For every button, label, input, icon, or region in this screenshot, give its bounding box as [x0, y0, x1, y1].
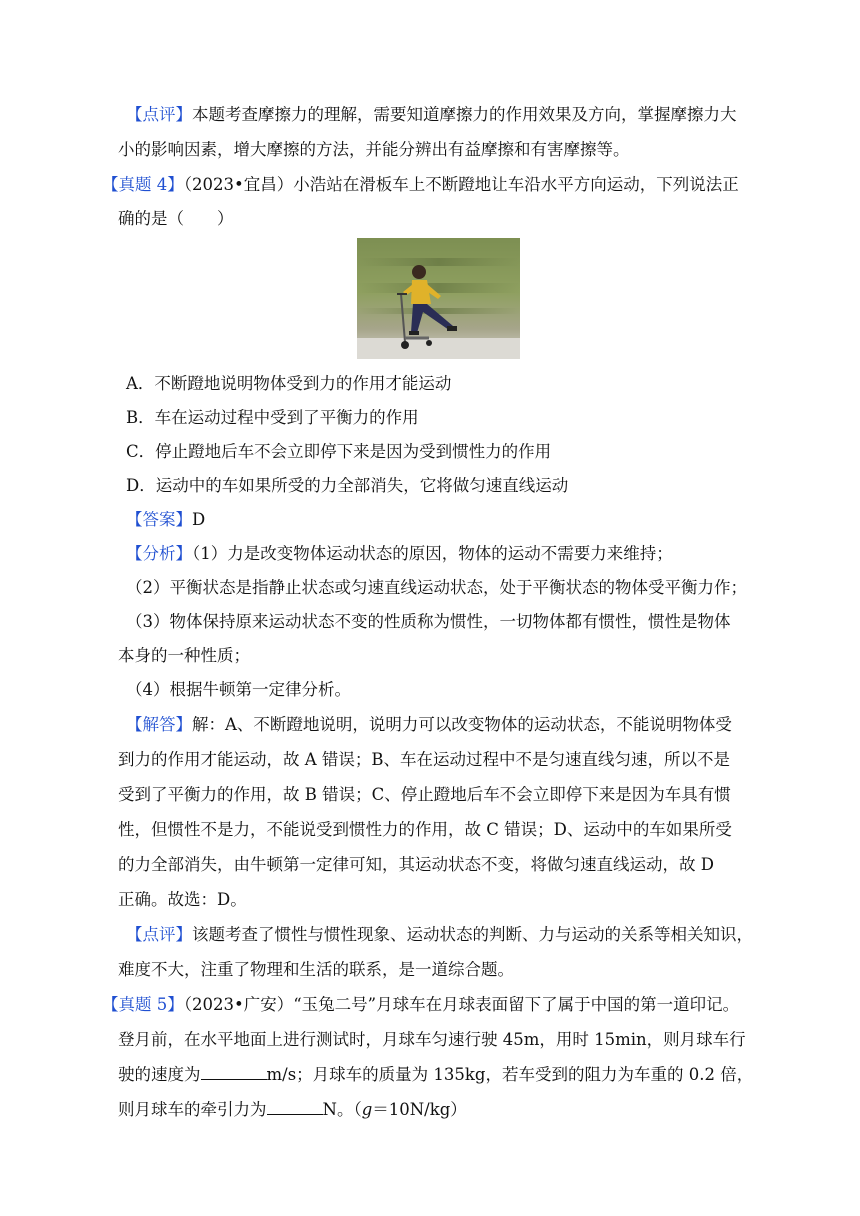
analysis-text-1: （1）力是改变物体运动状态的原因，物体的运动不需要力来维持；	[192, 544, 673, 563]
question-4-line-1	[102, 173, 739, 197]
solution-line-5: 的力全部消失，由牛顿第一定律可知，其运动状态不变，将做匀速直线运动，故 D	[118, 855, 714, 874]
question-5-line-1	[102, 993, 739, 1017]
solution-line-4: 性，但惯性不是力，不能说受到惯性力的作用，故 C 错误；D、运动中的车如果所受	[118, 820, 732, 839]
question-5-line-2: 登月前，在水平地面上进行测试时，月球车匀速行驶 45m，用时 15min，则月球车行	[118, 1030, 746, 1049]
review-line-1	[126, 103, 737, 127]
answer-line	[126, 508, 205, 532]
option-d: D．运动中的车如果所受的力全部消失，它将做匀速直线运动	[126, 476, 569, 495]
question-4-stem-1: （2023•宜昌）小浩站在滑板车上不断蹬地让车沿水平方向运动，下列说法正	[183, 175, 739, 194]
solution-line-6: 正确。故选：D。	[118, 890, 247, 909]
scooter-photo-svg	[357, 238, 520, 359]
question-5-line-4	[118, 1098, 467, 1122]
analysis-line-3: （3）物体保持原来运动状态不变的性质称为惯性，一切物体都有惯性，惯性是物体	[126, 612, 731, 631]
gravity-symbol: g	[361, 1100, 373, 1119]
review-text-1: 本题考查摩擦力的理解，需要知道摩擦力的作用效果及方向，掌握摩擦力大	[192, 105, 737, 124]
solution-tag: 【解答】	[126, 715, 192, 734]
question-5-tag: 【真题 5】	[102, 995, 184, 1014]
question-5-line-3	[118, 1063, 753, 1087]
question-5-text-3a: 驶的速度为	[118, 1065, 201, 1084]
solution-line-3: 受到了平衡力的作用，故 B 错误；C、停止蹬地后车不会立即停下来是因为车具有惯	[118, 785, 731, 804]
q4-review-line-2: 难度不大，注重了物理和生活的联系，是一道综合题。	[118, 960, 514, 979]
question-5-text-4a: 则月球车的牵引力为	[118, 1100, 267, 1119]
force-blank[interactable]	[267, 1100, 323, 1115]
question-5-text-4b: N。（	[322, 1100, 362, 1119]
speed-blank[interactable]	[201, 1065, 267, 1080]
answer-value: D	[192, 510, 206, 529]
scooter-boy-photo	[357, 238, 520, 359]
analysis-line-4: 本身的一种性质；	[118, 646, 250, 665]
option-b: B．车在运动过程中受到了平衡力的作用	[126, 408, 419, 427]
analysis-line-2: （2）平衡状态是指静止状态或匀速直线运动状态，处于平衡状态的物体受平衡力作；	[126, 578, 747, 597]
question-5-text-4c: ＝10N/kg）	[372, 1100, 467, 1119]
q4-review-line-1	[126, 923, 753, 947]
solution-line-2: 到力的作用才能运动，故 A 错误；B、车在运动过程中不是匀速直线匀速，所以不是	[118, 750, 731, 769]
analysis-line-5: （4）根据牛顿第一定律分析。	[126, 680, 351, 699]
option-a: A．不断蹬地说明物体受到力的作用才能运动	[126, 374, 452, 393]
answer-tag: 【答案】	[126, 510, 192, 529]
question-4-line-2: 确的是（ ）	[118, 209, 234, 228]
option-c: C．停止蹬地后车不会立即停下来是因为受到惯性力的作用	[126, 442, 552, 461]
question-4-tag: 【真题 4】	[102, 175, 184, 194]
question-5-text-3b: m/s；月球车的质量为 135kg，若车受到的阻力为车重的 0.2 倍，	[266, 1065, 754, 1084]
question-5-stem-1: （2023•广安）“玉兔二号”月球车在月球表面留下了属于中国的第一道印记。	[183, 995, 740, 1014]
solution-text-1: 解：A、不断蹬地说明，说明力可以改变物体的运动状态，不能说明物体受	[192, 715, 732, 734]
q4-review-tag: 【点评】	[126, 925, 192, 944]
solution-line-1	[126, 713, 732, 737]
analysis-tag: 【分析】	[126, 544, 192, 563]
analysis-line-1	[126, 542, 673, 566]
review-line-2: 小的影响因素，增大摩擦的方法，并能分辨出有益摩擦和有害摩擦等。	[118, 140, 630, 159]
q4-review-text-1: 该题考查了惯性与惯性现象、运动状态的判断、力与运动的关系等相关知识，	[192, 925, 753, 944]
review-tag: 【点评】	[126, 105, 192, 124]
